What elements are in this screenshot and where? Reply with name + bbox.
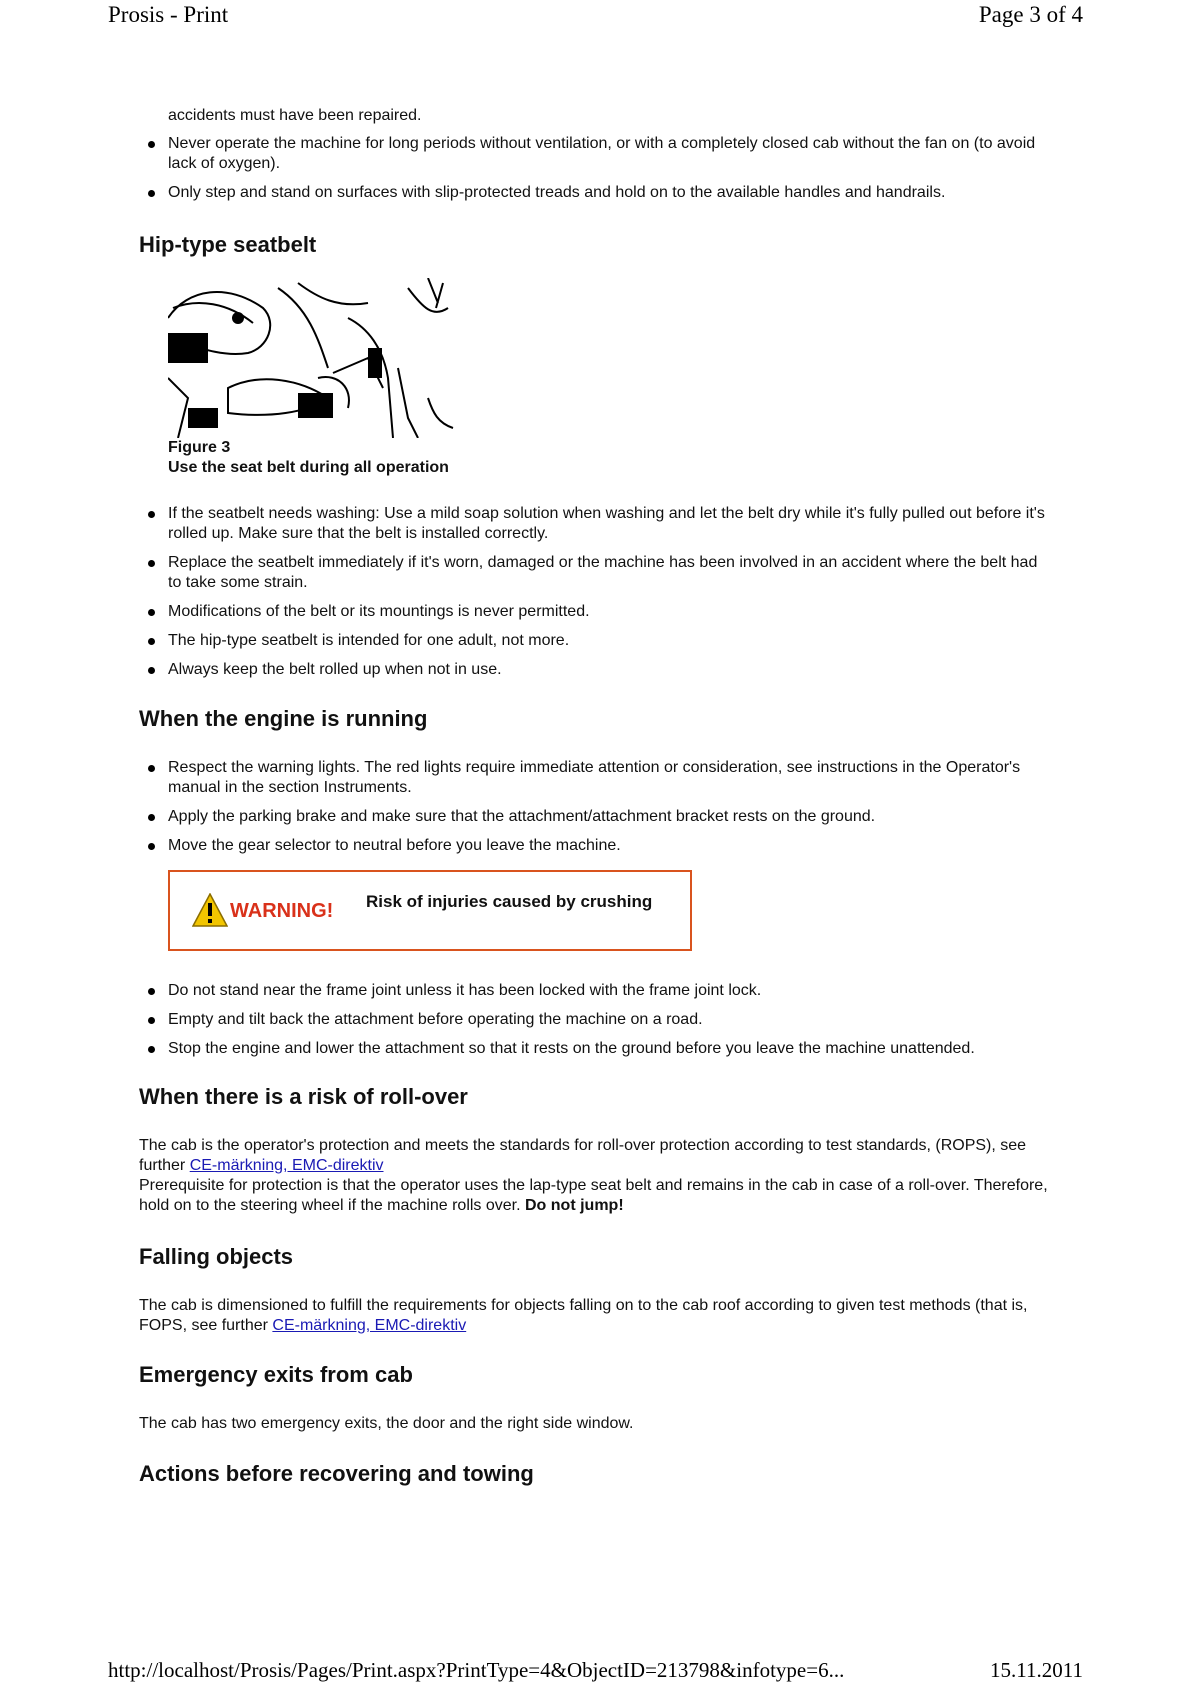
- warning-text: Risk of injuries caused by crushing: [366, 892, 653, 911]
- seatbelt-bullet-list: [139, 504, 1054, 680]
- list-item: Do not stand near the frame joint unless it has been locked with the frame joint lock.: [139, 981, 1054, 1001]
- list-item: Replace the seatbelt immediately if it's worn, damaged or the machine has been involved in an accident where the belt had to take some strain.: [139, 553, 1054, 593]
- footer-url: http://localhost/Prosis/Pages/Print.aspx?PrintType=4&ObjectID=213798&infotype=6...: [108, 1658, 845, 1682]
- list-item: Stop the engine and lower the attachment so that it rests on the ground before you leave the machine unattended.: [139, 1039, 1054, 1059]
- print-title: Prosis - Print: [108, 2, 229, 27]
- section-heading-rollover: When there is a risk of roll-over: [139, 1084, 468, 1109]
- figure-3: [168, 278, 1054, 478]
- warning-triangle-icon: [192, 893, 228, 927]
- section-heading-recovering: Actions before recovering and towing: [139, 1461, 534, 1486]
- list-item: accidents must have been repaired.: [168, 107, 422, 124]
- list-item: Modifications of the belt or its mountings is never permitted.: [139, 602, 1054, 622]
- section-heading-hip-seatbelt: Hip-type seatbelt: [139, 232, 317, 257]
- emergency-paragraph: The cab has two emergency exits, the door and the right side window.: [139, 1415, 634, 1432]
- print-footer: [108, 1658, 1083, 1683]
- print-header: [108, 2, 1083, 28]
- list-item: Empty and tilt back the attachment before operating the machine on a road.: [139, 1010, 1054, 1030]
- do-not-jump: Do not jump!: [525, 1197, 624, 1214]
- falling-text: The cab is dimensioned to fulfill the requirements for objects falling on to the cab roof according to given test methods (that is, FOPS, see further: [139, 1297, 1028, 1334]
- document-content: [139, 106, 1054, 1487]
- list-item: Always keep the belt rolled up when not in use.: [139, 660, 1054, 680]
- list-item: The hip-type seatbelt is intended for one adult, not more.: [139, 631, 1054, 651]
- section-heading-emergency-exits: Emergency exits from cab: [139, 1362, 413, 1387]
- figure-number: Figure 3: [168, 439, 231, 456]
- rollover-text: The cab is the operator's protection and meets the standards for roll-over protection according to test standards, (ROPS), see further: [139, 1137, 1027, 1174]
- falling-paragraph: [139, 1296, 1054, 1336]
- list-item: If the seatbelt needs washing: Use a mild soap solution when washing and let the belt dry while it's fully pulled out before it's rolled up. Make sure that the belt is installed correctly.: [139, 504, 1054, 544]
- list-item: Apply the parking brake and make sure that the attachment/attachment bracket rests on the ground.: [139, 807, 1054, 827]
- figure-caption: [168, 438, 1054, 478]
- list-item: Never operate the machine for long periods without ventilation, or with a completely closed cab without the fan on (to avoid lack of oxygen).: [139, 134, 1054, 174]
- list-item: Respect the warning lights. The red lights require immediate attention or consideration, see instructions in the Operator's manual in the section Instruments.: [139, 758, 1054, 798]
- figure-caption-text: Use the seat belt during all operation: [168, 459, 449, 476]
- warning-label: WARNING!: [230, 900, 334, 922]
- ce-marking-link[interactable]: CE-märkning, EMC-direktiv: [189, 1157, 384, 1174]
- seatbelt-illustration: [168, 278, 454, 438]
- page-number: Page 3 of 4: [978, 2, 1083, 27]
- footer-date: 15.11.2011: [990, 1658, 1083, 1682]
- ce-marking-link-2[interactable]: CE-märkning, EMC-direktiv: [272, 1317, 467, 1334]
- section-heading-engine-running: When the engine is running: [139, 706, 428, 731]
- rollover-text-2: Prerequisite for protection is that the operator uses the lap-type seat belt and remains in the cab in case of a roll-over. Therefore, hold on to the steering wheel if the machine rolls over.: [139, 1177, 1048, 1214]
- engine-bullet-list-2: [139, 981, 1054, 1059]
- rollover-paragraph: [139, 1136, 1054, 1176]
- top-bullet-list: [139, 106, 1054, 203]
- list-item: Only step and stand on surfaces with slip-protected treads and hold on to the available handles and handrails.: [139, 183, 1054, 203]
- engine-bullet-list: [139, 758, 1054, 856]
- section-heading-falling-objects: Falling objects: [139, 1244, 294, 1269]
- warning-box: [168, 870, 692, 951]
- rollover-paragraph-2: [139, 1176, 1054, 1216]
- list-item: Move the gear selector to neutral before you leave the machine.: [139, 836, 1054, 856]
